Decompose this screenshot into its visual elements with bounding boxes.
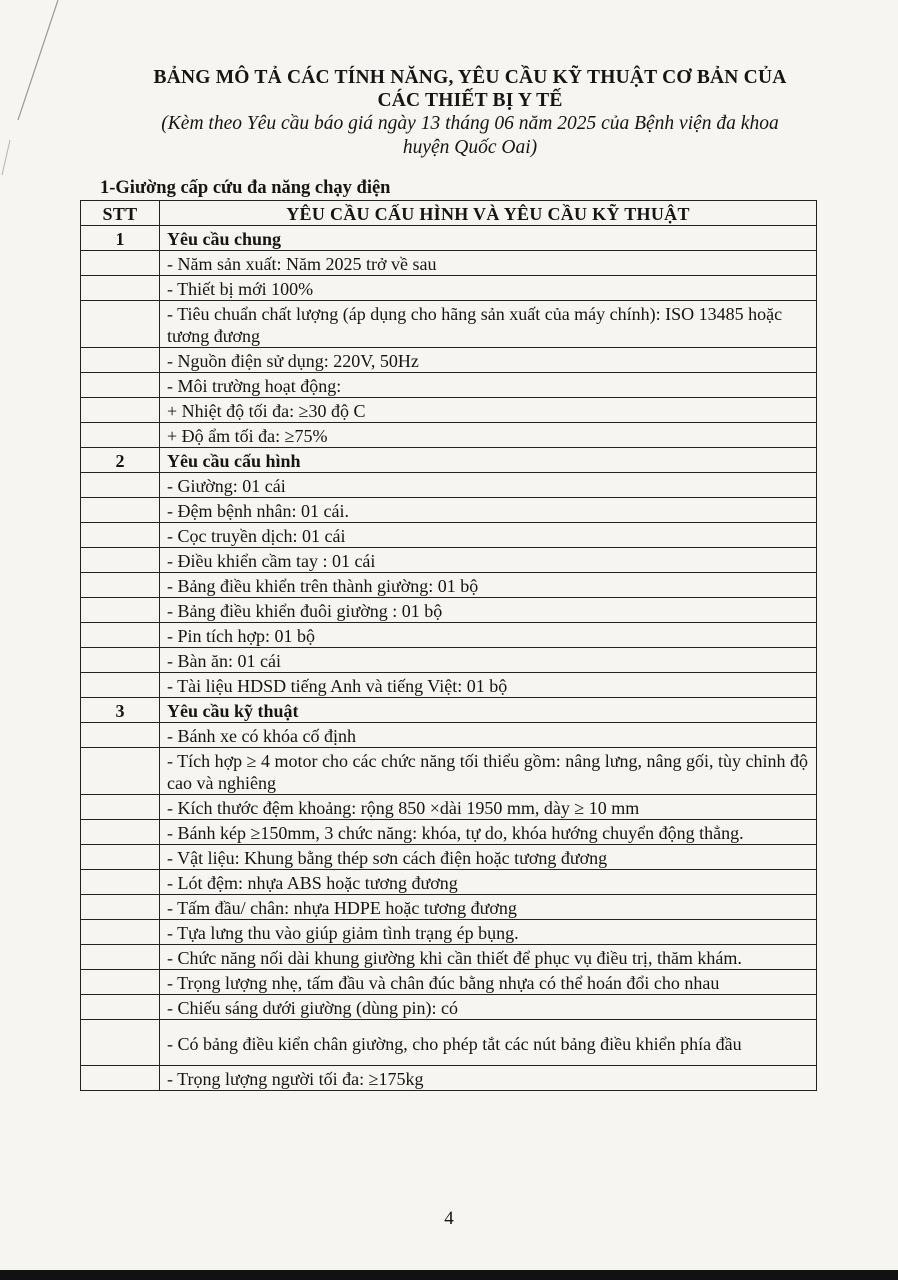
- requirement-cell: - Nguồn điện sử dụng: 220V, 50Hz: [160, 348, 817, 373]
- row-stt-cell: 2: [81, 448, 160, 473]
- group-title-cell: Yêu cầu kỹ thuật: [160, 698, 817, 723]
- table-row: [81, 995, 817, 1020]
- table-header-row: [81, 201, 817, 226]
- row-stt-cell: [81, 648, 160, 673]
- row-stt-cell: [81, 820, 160, 845]
- table-row: [81, 276, 817, 301]
- document-title-line-1: BẢNG MÔ TẢ CÁC TÍNH NĂNG, YÊU CẦU KỸ THUẬT CƠ BẢN CỦA: [153, 67, 787, 88]
- table-row: [81, 820, 817, 845]
- requirement-cell: - Bánh xe có khóa cố định: [160, 723, 817, 748]
- table-group-row: [81, 698, 817, 723]
- row-stt-cell: [81, 301, 160, 348]
- requirement-cell: - Chức năng nối dài khung giường khi cần thiết để phục vụ điều trị, thăm khám.: [160, 945, 817, 970]
- row-stt-cell: [81, 1066, 160, 1091]
- document-header: [70, 66, 870, 160]
- document-title-line-2: CÁC THIẾT BỊ Y TẾ: [377, 90, 563, 111]
- row-stt-cell: [81, 945, 160, 970]
- row-stt-cell: 3: [81, 698, 160, 723]
- requirement-cell: - Vật liệu: Khung bằng thép sơn cách điện hoặc tương đương: [160, 845, 817, 870]
- table-row: [81, 648, 817, 673]
- table-row: [81, 251, 817, 276]
- table-row: [81, 373, 817, 398]
- table-row: [81, 398, 817, 423]
- row-stt-cell: [81, 995, 160, 1020]
- row-stt-cell: [81, 251, 160, 276]
- row-stt-cell: [81, 970, 160, 995]
- row-stt-cell: [81, 348, 160, 373]
- table-row: [81, 673, 817, 698]
- requirement-cell: - Bánh kép ≥150mm, 3 chức năng: khóa, tự do, khóa hướng chuyển động thẳng.: [160, 820, 817, 845]
- row-stt-cell: [81, 673, 160, 698]
- requirement-cell: - Pin tích hợp: 01 bộ: [160, 623, 817, 648]
- requirement-cell: - Tài liệu HDSD tiếng Anh và tiếng Việt: 01 bộ: [160, 673, 817, 698]
- requirement-cell: - Môi trường hoạt động:: [160, 373, 817, 398]
- row-stt-cell: [81, 373, 160, 398]
- table-row: [81, 523, 817, 548]
- row-stt-cell: [81, 1020, 160, 1066]
- page-number: 4: [444, 1208, 454, 1229]
- row-stt-cell: [81, 870, 160, 895]
- table-row: [81, 1020, 817, 1066]
- requirement-cell: + Độ ẩm tối đa: ≥75%: [160, 423, 817, 448]
- scan-bottom-edge: [0, 1270, 898, 1280]
- table-row: [81, 598, 817, 623]
- table-row: [81, 945, 817, 970]
- requirement-cell: - Bảng điều khiển đuôi giường : 01 bộ: [160, 598, 817, 623]
- row-stt-cell: [81, 795, 160, 820]
- requirement-cell: - Giường: 01 cái: [160, 473, 817, 498]
- requirement-cell: - Đệm bệnh nhân: 01 cái.: [160, 498, 817, 523]
- requirement-cell: - Lót đệm: nhựa ABS hoặc tương đương: [160, 870, 817, 895]
- requirement-cell: - Tích hợp ≥ 4 motor cho các chức năng tối thiểu gồm: nâng lưng, nâng gối, tùy chỉnh độ cao và nghiêng: [160, 748, 817, 795]
- row-stt-cell: [81, 623, 160, 648]
- column-header-stt: STT: [81, 201, 160, 226]
- row-stt-cell: [81, 920, 160, 945]
- row-stt-cell: [81, 498, 160, 523]
- document-subtitle-line-1: (Kèm theo Yêu cầu báo giá ngày 13 tháng 06 năm 2025 của Bệnh viện đa khoa: [161, 113, 779, 134]
- row-stt-cell: [81, 723, 160, 748]
- requirement-cell: + Nhiệt độ tối đa: ≥30 độ C: [160, 398, 817, 423]
- table-group-row: [81, 226, 817, 251]
- row-stt-cell: [81, 573, 160, 598]
- table-group-row: [81, 448, 817, 473]
- table-row: [81, 920, 817, 945]
- table-row: [81, 895, 817, 920]
- requirement-cell: - Thiết bị mới 100%: [160, 276, 817, 301]
- row-stt-cell: [81, 845, 160, 870]
- table-row: [81, 723, 817, 748]
- requirement-cell: - Trọng lượng người tối đa: ≥175kg: [160, 1066, 817, 1091]
- group-title-cell: Yêu cầu cấu hình: [160, 448, 817, 473]
- requirement-cell: - Tấm đầu/ chân: nhựa HDPE hoặc tương đương: [160, 895, 817, 920]
- row-stt-cell: [81, 598, 160, 623]
- table-row: [81, 301, 817, 348]
- column-header-requirements: YÊU CẦU CẤU HÌNH VÀ YÊU CẦU KỸ THUẬT: [160, 201, 817, 226]
- requirement-cell: - Bàn ăn: 01 cái: [160, 648, 817, 673]
- table-row: [81, 845, 817, 870]
- row-stt-cell: [81, 473, 160, 498]
- requirement-cell: - Điều khiển cầm tay : 01 cái: [160, 548, 817, 573]
- requirement-cell: - Có bảng điều kiển chân giường, cho phép tắt các nút bảng điều khiển phía đầu: [160, 1020, 817, 1066]
- section-heading: 1-Giường cấp cứu đa năng chạy điện: [100, 178, 391, 198]
- row-stt-cell: [81, 276, 160, 301]
- requirement-cell: - Trọng lượng nhẹ, tấm đầu và chân đúc bằng nhựa có thể hoán đổi cho nhau: [160, 970, 817, 995]
- specification-table: [80, 200, 817, 1091]
- document-subtitle-line-2: huyện Quốc Oai): [402, 137, 538, 158]
- row-stt-cell: [81, 523, 160, 548]
- table-row: [81, 573, 817, 598]
- requirement-cell: - Tiêu chuẩn chất lượng (áp dụng cho hãng sản xuất của máy chính): ISO 13485 hoặc tương đương: [160, 301, 817, 348]
- table-row: [81, 870, 817, 895]
- table-row: [81, 548, 817, 573]
- group-title-cell: Yêu cầu chung: [160, 226, 817, 251]
- requirement-cell: - Tựa lưng thu vào giúp giảm tình trạng ép bụng.: [160, 920, 817, 945]
- requirement-cell: - Bảng điều khiển trên thành giường: 01 bộ: [160, 573, 817, 598]
- requirement-cell: - Cọc truyền dịch: 01 cái: [160, 523, 817, 548]
- table-row: [81, 473, 817, 498]
- table-row: [81, 748, 817, 795]
- table-row: [81, 348, 817, 373]
- row-stt-cell: [81, 548, 160, 573]
- table-row: [81, 1066, 817, 1091]
- table-row: [81, 623, 817, 648]
- requirement-cell: - Năm sản xuất: Năm 2025 trở về sau: [160, 251, 817, 276]
- row-stt-cell: 1: [81, 226, 160, 251]
- row-stt-cell: [81, 423, 160, 448]
- row-stt-cell: [81, 398, 160, 423]
- table-body: [81, 226, 817, 1091]
- requirement-cell: - Kích thước đệm khoảng: rộng 850 ×dài 1950 mm, dày ≥ 10 mm: [160, 795, 817, 820]
- row-stt-cell: [81, 748, 160, 795]
- table-row: [81, 423, 817, 448]
- row-stt-cell: [81, 895, 160, 920]
- page-fold-mark: [0, 0, 60, 190]
- table-row: [81, 970, 817, 995]
- requirement-cell: - Chiếu sáng dưới giường (dùng pin): có: [160, 995, 817, 1020]
- table-row: [81, 498, 817, 523]
- table-row: [81, 795, 817, 820]
